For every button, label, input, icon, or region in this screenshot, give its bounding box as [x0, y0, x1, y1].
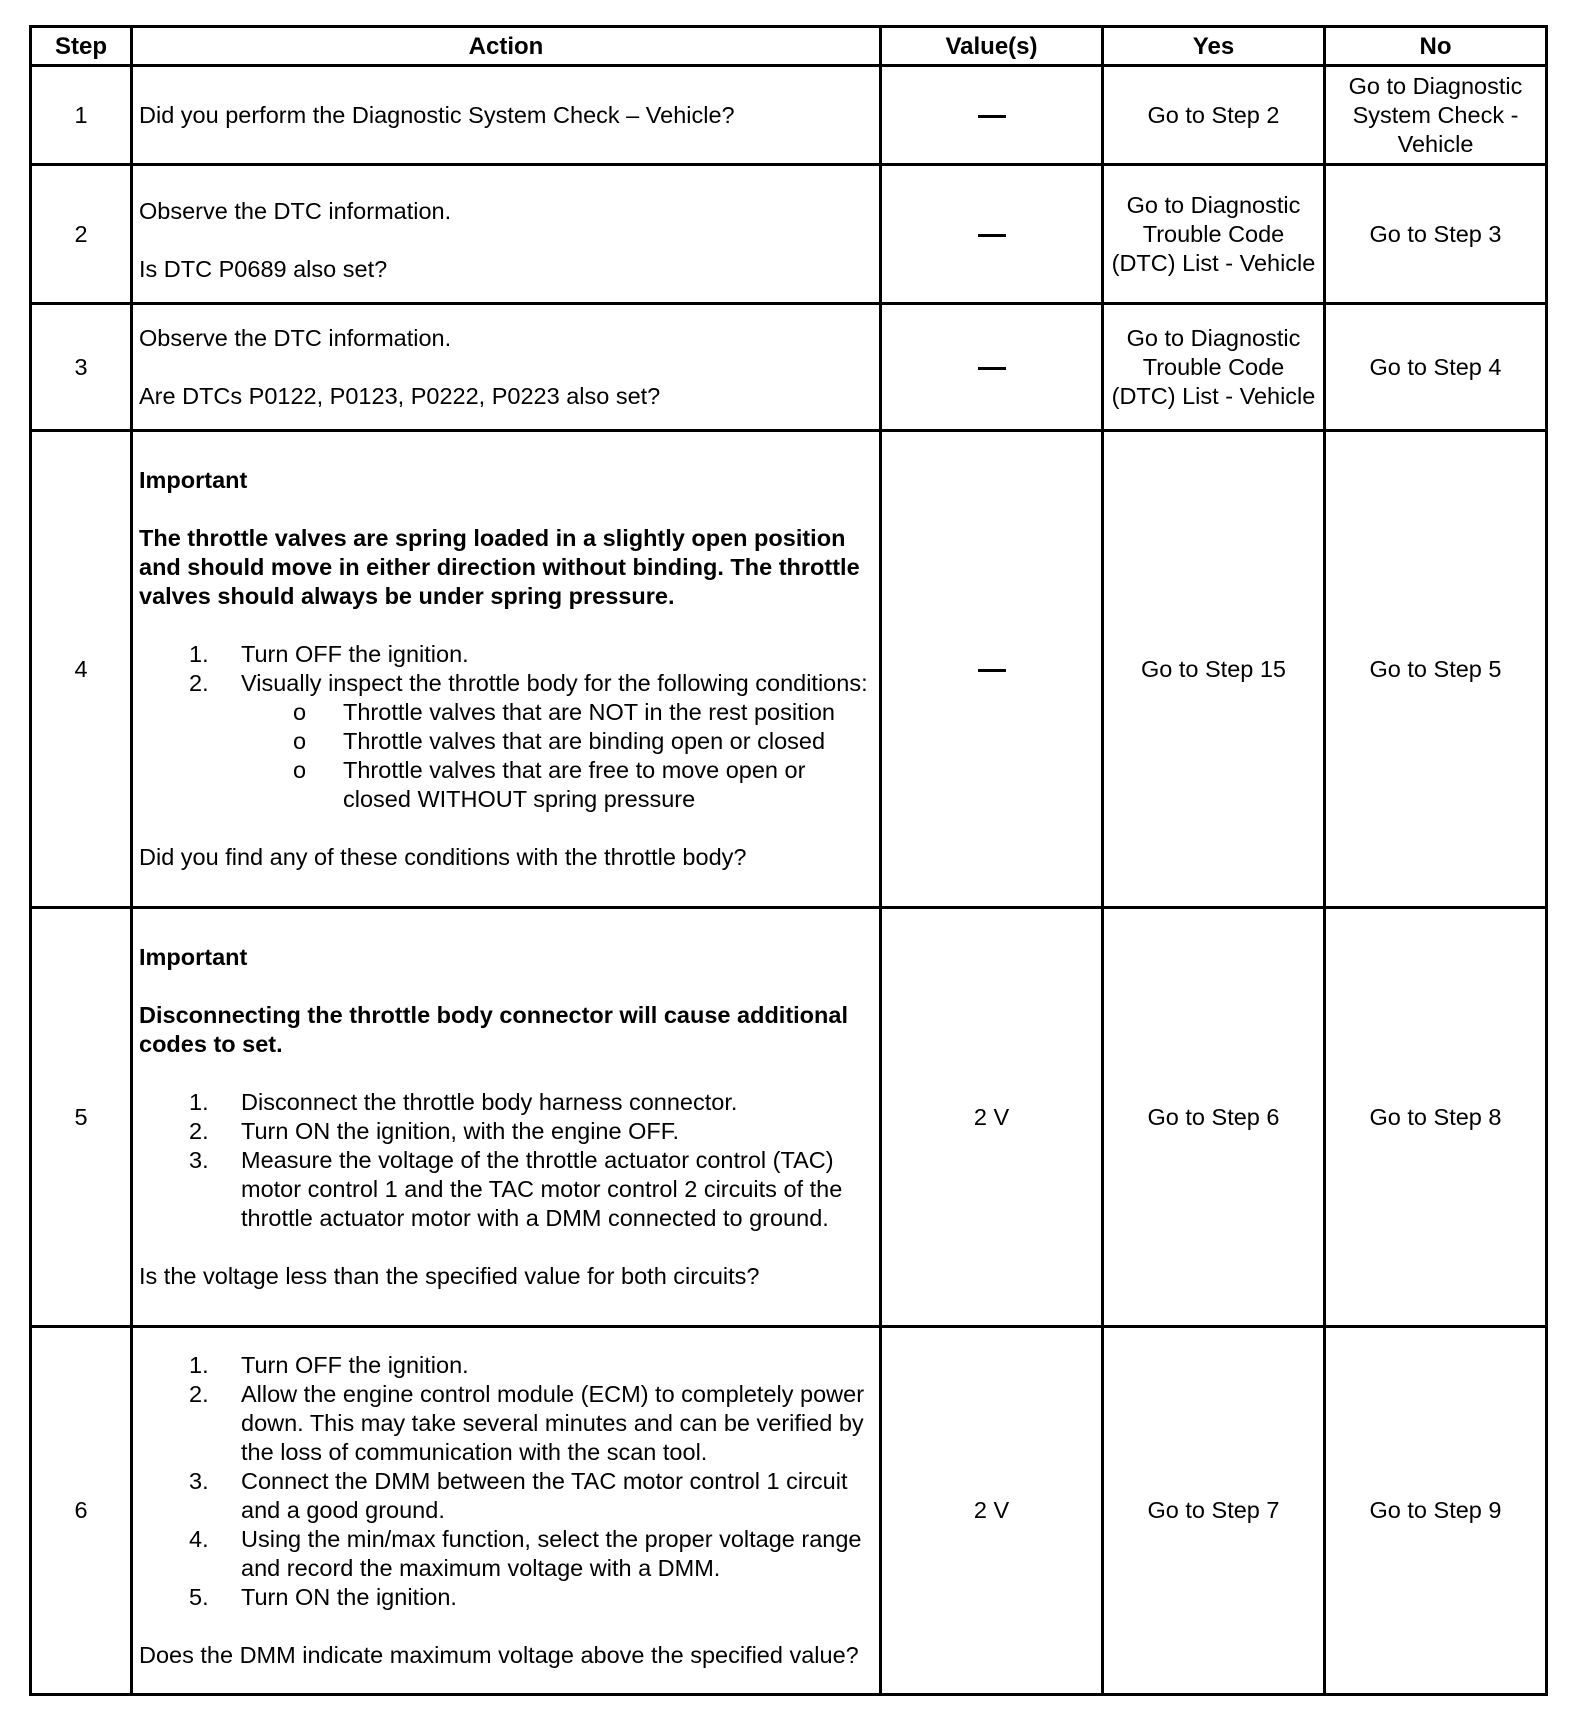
no-cell: Go to Step 3 [1325, 165, 1547, 304]
dash-mark [978, 669, 1006, 672]
item-text: Connect the DMM between the TAC motor control 1 circuit and a good ground. [241, 1468, 848, 1523]
yes-cell: Go to Step 6 [1103, 908, 1325, 1327]
important-note: The throttle valves are spring loaded in a slightly open position and should move in either direction without binding. The throttle valves should always be under spring pressure. [139, 525, 860, 609]
yes-cell: Go to Diagnostic Trouble Code (DTC) List - Vehicle [1103, 165, 1325, 304]
dash-mark [978, 115, 1006, 118]
procedure-list [139, 640, 873, 814]
step-number: 5 [31, 908, 132, 1327]
item-text: Turn ON the ignition, with the engine OFF. [241, 1118, 680, 1144]
diagnostic-table [29, 25, 1548, 1696]
header-step: Step [31, 27, 132, 66]
table-row [31, 165, 1547, 304]
step-number: 4 [31, 431, 132, 908]
procedure-item [139, 1583, 873, 1612]
procedure-item [139, 1146, 873, 1233]
table-row [31, 1327, 1547, 1695]
procedure-list [139, 1351, 873, 1612]
item-number: 3. [189, 1147, 209, 1173]
header-yes: Yes [1103, 27, 1325, 66]
action-observe: Observe the DTC information. [139, 197, 452, 224]
no-cell: Go to Step 8 [1325, 908, 1547, 1327]
item-text: Turn OFF the ignition. [241, 641, 469, 667]
item-number: 2. [189, 670, 209, 696]
step-number: 3 [31, 304, 132, 431]
procedure-item [139, 1380, 873, 1467]
condition-item [241, 727, 873, 756]
value-cell: 2 V [881, 908, 1103, 1327]
condition-item [241, 698, 873, 727]
action-cell [132, 304, 881, 431]
action-question: Is DTC P0689 also set? [139, 255, 388, 282]
important-note: Disconnecting the throttle body connector will cause additional codes to set. [139, 1002, 848, 1057]
yes-cell: Go to Diagnostic Trouble Code (DTC) List - Vehicle [1103, 304, 1325, 431]
no-cell: Go to Diagnostic System Check - Vehicle [1325, 66, 1547, 165]
header-action: Action [132, 27, 881, 66]
action-question: Is the voltage less than the specified value for both circuits? [139, 1263, 760, 1289]
action-question: Does the DMM indicate maximum voltage above the specified value? [139, 1642, 859, 1668]
procedure-item [139, 1525, 873, 1583]
header-no: No [1325, 27, 1547, 66]
step-number: 1 [31, 66, 132, 165]
item-number: 3. [189, 1468, 209, 1494]
value-cell [881, 304, 1103, 431]
action-cell [132, 1327, 881, 1695]
item-text: Disconnect the throttle body harness connector. [241, 1089, 738, 1115]
item-number: 4. [189, 1526, 209, 1552]
item-number: 1. [189, 641, 209, 667]
action-cell [132, 908, 881, 1327]
value-cell [881, 431, 1103, 908]
header-row [31, 27, 1547, 66]
action-cell [132, 66, 881, 165]
action-cell [132, 165, 881, 304]
no-cell: Go to Step 4 [1325, 304, 1547, 431]
bullet-mark: o [293, 728, 307, 754]
procedure-item [139, 1117, 873, 1146]
table-row [31, 304, 1547, 431]
no-cell: Go to Step 5 [1325, 431, 1547, 908]
item-text: Turn ON the ignition. [241, 1584, 457, 1610]
important-label: Important [139, 467, 248, 493]
dash-mark [978, 234, 1006, 237]
yes-cell: Go to Step 2 [1103, 66, 1325, 165]
condition-text: Throttle valves that are free to move open or closed WITHOUT spring pressure [343, 757, 806, 812]
action-question: Did you find any of these conditions with the throttle body? [139, 844, 747, 870]
item-number: 2. [189, 1381, 209, 1407]
item-text: Turn OFF the ignition. [241, 1352, 469, 1378]
condition-text: Throttle valves that are NOT in the rest position [343, 699, 835, 725]
item-number: 1. [189, 1352, 209, 1378]
table-row [31, 431, 1547, 908]
value-cell [881, 165, 1103, 304]
item-number: 2. [189, 1118, 209, 1144]
item-text: Visually inspect the throttle body for the following conditions: [241, 670, 868, 696]
step-number: 2 [31, 165, 132, 304]
step-number: 6 [31, 1327, 132, 1695]
condition-list [241, 698, 873, 814]
table-row [31, 908, 1547, 1327]
item-text: Allow the engine control module (ECM) to completely power down. This may take several minutes and can be verified by the loss of communication with the scan tool. [241, 1381, 865, 1465]
action-cell [132, 431, 881, 908]
important-label: Important [139, 944, 248, 970]
procedure-item [139, 1351, 873, 1380]
value-cell: 2 V [881, 1327, 1103, 1695]
item-text: Measure the voltage of the throttle actuator control (TAC) motor control 1 and the TAC motor control 2 circuits of the throttle actuator motor with a DMM connected to ground. [241, 1147, 843, 1231]
procedure-item [139, 1467, 873, 1525]
no-cell: Go to Step 9 [1325, 1327, 1547, 1695]
procedure-item [139, 1088, 873, 1117]
action-question: Did you perform the Diagnostic System Check – Vehicle? [139, 101, 735, 128]
condition-text: Throttle valves that are binding open or closed [343, 728, 826, 754]
procedure-item [139, 669, 873, 814]
yes-cell: Go to Step 7 [1103, 1327, 1325, 1695]
procedure-item [139, 640, 873, 669]
bullet-mark: o [293, 757, 307, 783]
condition-item [241, 756, 873, 814]
item-number: 1. [189, 1089, 209, 1115]
action-observe: Observe the DTC information. [139, 324, 452, 351]
header-values: Value(s) [881, 27, 1103, 66]
item-text: Using the min/max function, select the proper voltage range and record the maximum voltage with a DMM. [241, 1526, 862, 1581]
dash-mark [978, 367, 1006, 370]
table-row [31, 66, 1547, 165]
procedure-list [139, 1088, 873, 1233]
item-number: 5. [189, 1584, 209, 1610]
bullet-mark: o [293, 699, 307, 725]
value-cell [881, 66, 1103, 165]
action-question: Are DTCs P0122, P0123, P0222, P0223 also set? [139, 382, 661, 409]
yes-cell: Go to Step 15 [1103, 431, 1325, 908]
